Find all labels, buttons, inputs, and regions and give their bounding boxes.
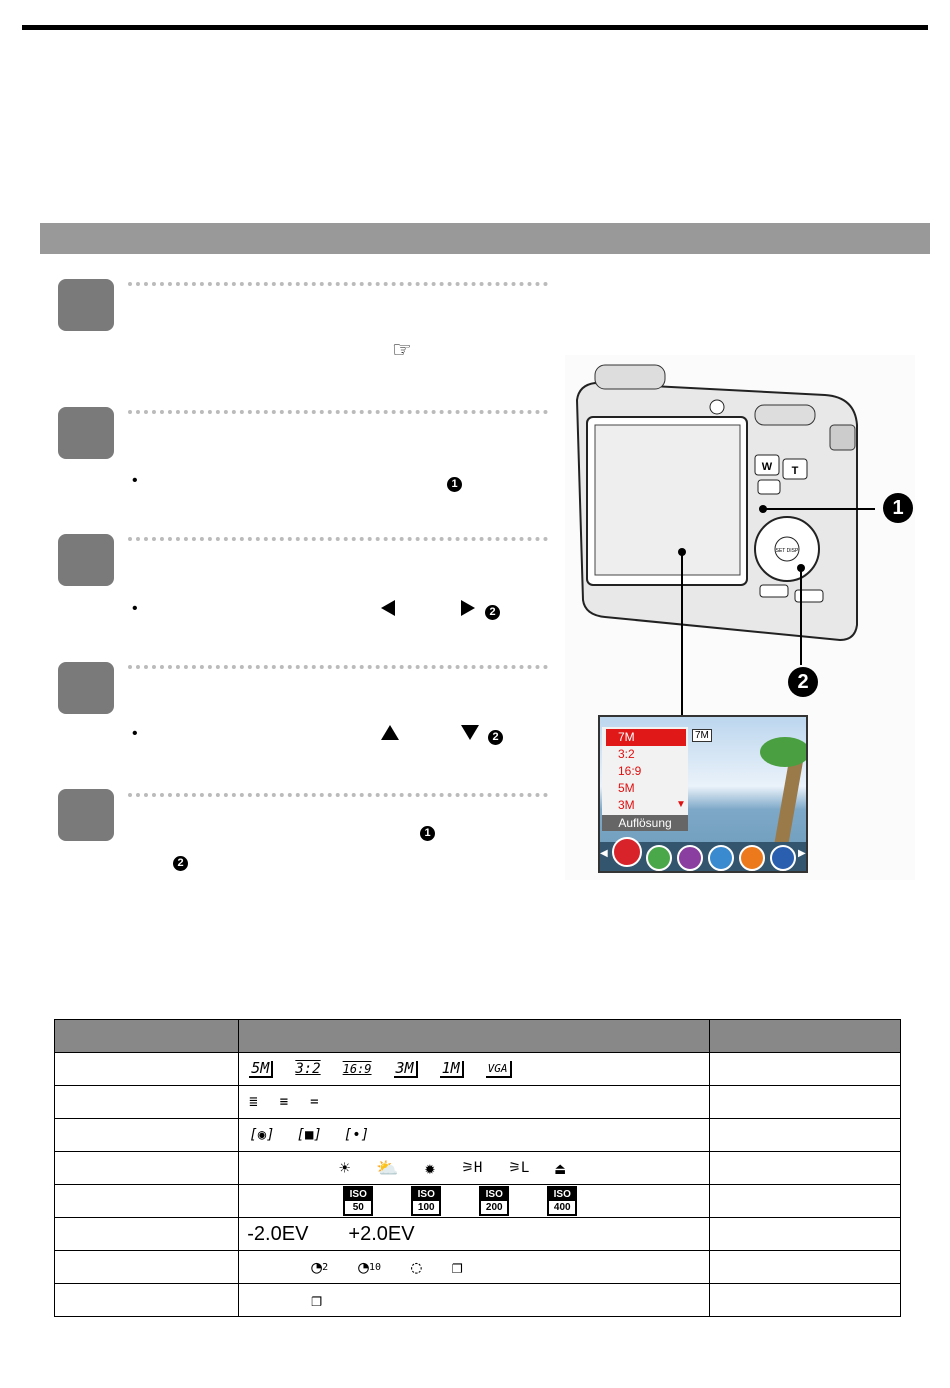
step-divider-2 (128, 410, 548, 414)
strip-right-icon: ▶ (798, 848, 806, 859)
iso-200-icon: ISO 200 (479, 1186, 509, 1216)
metering-menu-icon[interactable] (677, 845, 703, 871)
table-row-metering (55, 1119, 901, 1152)
res-vga-icon: VGA (486, 1061, 512, 1078)
wb-custom-icon: ⏏ (555, 1158, 565, 1178)
callout-2-icon: 2 (485, 602, 500, 620)
res-16-9-icon: 16:9 (342, 1062, 372, 1076)
left-arrow-icon (381, 600, 395, 616)
wb-cloudy-icon: ⛅ (376, 1157, 399, 1179)
quality-fine-icon: ≣ (249, 1094, 258, 1110)
settings-table (54, 1019, 901, 1317)
wb-daylight-icon: ☀ (339, 1157, 351, 1179)
ev-max-value: +2.0EV (348, 1222, 415, 1245)
double-timer-icon: ◌ (411, 1256, 422, 1278)
strip-left-icon: ◀ (600, 848, 608, 859)
cam-w-button: W (761, 461, 773, 473)
res-3-2-icon: 3:2 (295, 1061, 321, 1077)
step-divider-1 (128, 282, 548, 286)
cam-set-button: SET DISP (775, 548, 799, 554)
ev-menu-icon[interactable] (770, 845, 796, 871)
bullet: • (132, 472, 138, 489)
iso-menu-icon[interactable] (739, 845, 765, 871)
bullet: • (132, 600, 138, 617)
table-header-row (55, 1020, 901, 1053)
table-row-quality (55, 1086, 901, 1119)
table-row-exposure (55, 1218, 901, 1251)
camera-body-illustration (565, 355, 915, 725)
self-timer-2-icon: ◔ 2 (311, 1256, 329, 1278)
table-row-drive (55, 1251, 901, 1284)
menu-item-3-2[interactable]: 3:2 (618, 747, 635, 761)
wb-fluorescent-h-icon: ⚞H (461, 1160, 483, 1176)
quality-menu-icon[interactable] (646, 845, 672, 871)
step-box-5 (58, 789, 114, 841)
metering-center-icon: [■] (296, 1127, 322, 1143)
menu-item-3m[interactable]: 3M (618, 798, 635, 812)
step-box-1 (58, 279, 114, 331)
wb-fluorescent-l-icon: ⚞L (508, 1160, 530, 1176)
header-cell-icons (239, 1020, 709, 1053)
table-row-white-balance (55, 1152, 901, 1185)
menu-item-5m[interactable]: 5M (618, 781, 635, 795)
table-row-resolution (55, 1053, 901, 1086)
palm-leaves (760, 737, 808, 767)
callout-2-icon: 2 (173, 853, 188, 871)
bullet: • (132, 725, 138, 742)
callout-1-icon: 1 (447, 474, 462, 492)
res-5m-icon: 5M (249, 1061, 273, 1078)
burst-icon: ❐ (451, 1256, 463, 1278)
menu-item-16-9[interactable]: 16:9 (618, 764, 642, 778)
quality-economy-icon: = (310, 1094, 319, 1110)
res-3m-icon: 3M (394, 1061, 418, 1078)
ev-min-value: -2.0EV (247, 1222, 309, 1245)
metering-multi-icon: [◉] (249, 1127, 275, 1143)
section-header-bar (40, 223, 930, 254)
header-cell-setting (55, 1020, 239, 1053)
iso-50-icon: ISO 50 (343, 1186, 373, 1216)
step-box-4 (58, 662, 114, 714)
callout-1-icon: 1 (420, 823, 435, 841)
step-box-3 (58, 534, 114, 586)
callout-1-badge: 1 (883, 493, 913, 523)
step-divider-5 (128, 793, 548, 797)
resolution-badge-icon: 7M (692, 729, 712, 742)
iso-400-icon: ISO 400 (547, 1186, 577, 1216)
step-box-2 (58, 407, 114, 459)
iso-100-icon: ISO 100 (411, 1186, 441, 1216)
pointing-hand-icon: ☞ (392, 337, 412, 362)
metering-spot-icon: [•] (343, 1127, 370, 1143)
right-arrow-icon (461, 600, 475, 616)
aeb-icon: ❐ (311, 1289, 323, 1311)
menu-item-7m[interactable]: 7M (606, 729, 686, 746)
wb-menu-icon[interactable] (708, 845, 734, 871)
down-arrow-icon (461, 725, 479, 740)
wb-tungsten-icon: ✹ (424, 1157, 436, 1179)
scroll-down-icon: ▼ (676, 799, 686, 810)
top-rule (22, 25, 928, 30)
up-arrow-icon (381, 725, 399, 740)
quality-normal-icon: ≡ (279, 1094, 289, 1110)
table-row-iso (55, 1185, 901, 1218)
res-1m-icon: 1M (440, 1061, 464, 1078)
step-divider-4 (128, 665, 548, 669)
step-divider-3 (128, 537, 548, 541)
callout-2-badge: 2 (788, 667, 818, 697)
header-cell-page (709, 1020, 900, 1053)
callout-2-icon: 2 (488, 727, 503, 745)
table-row-aeb (55, 1284, 901, 1317)
cam-t-button: T (791, 465, 799, 477)
self-timer-10-icon: ◔ 10 (358, 1256, 382, 1278)
resolution-menu-icon[interactable] (612, 837, 642, 867)
menu-caption: Auflösung (602, 815, 688, 831)
